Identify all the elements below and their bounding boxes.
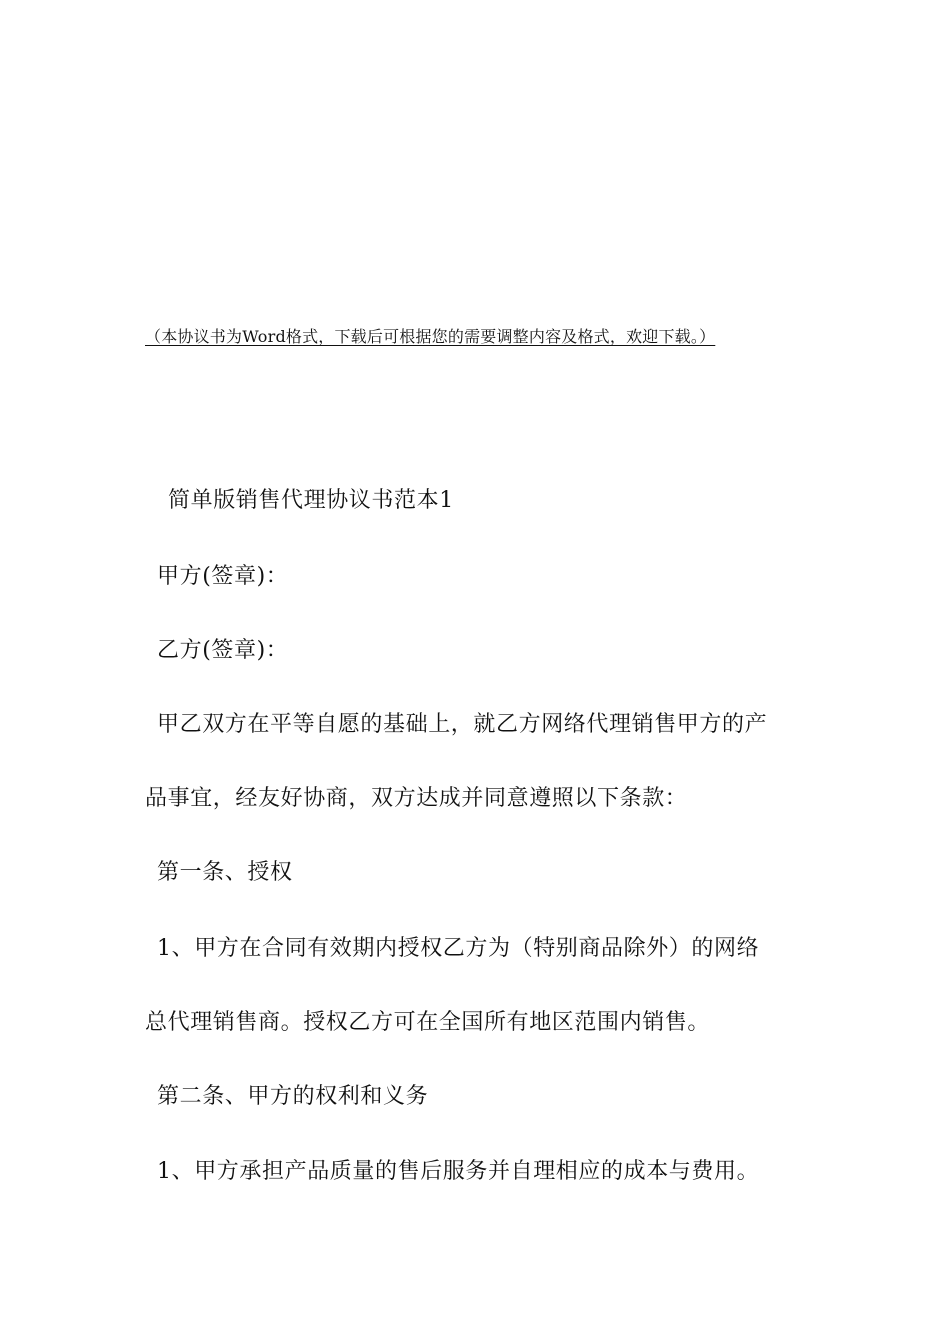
article-2-item-1: 1、甲方承担产品质量的售后服务并自理相应的成本与费用。 bbox=[157, 1159, 760, 1184]
party-a-signature: 甲方(签章)： bbox=[157, 564, 289, 589]
article-1-heading: 第一条、授权 bbox=[157, 860, 293, 885]
document-title: 简单版销售代理协议书范本1 bbox=[168, 488, 454, 513]
format-note: （本协议书为Word格式，下载后可根据您的需要调整内容及格式，欢迎下载。） bbox=[145, 327, 716, 346]
article-1-item-1-line-2: 总代理销售商。授权乙方可在全国所有地区范围内销售。 bbox=[145, 1010, 711, 1035]
party-b-signature: 乙方(签章)： bbox=[157, 638, 289, 663]
article-1-item-1-line-1: 1、甲方在合同有效期内授权乙方为（特别商品除外）的网络 bbox=[157, 936, 760, 961]
intro-paragraph-line-2: 品事宜，经友好协商，双方达成并同意遵照以下条款： bbox=[145, 786, 688, 811]
intro-paragraph-line-1: 甲乙双方在平等自愿的基础上，就乙方网络代理销售甲方的产 bbox=[157, 712, 768, 737]
article-2-heading: 第二条、甲方的权利和义务 bbox=[157, 1084, 429, 1109]
